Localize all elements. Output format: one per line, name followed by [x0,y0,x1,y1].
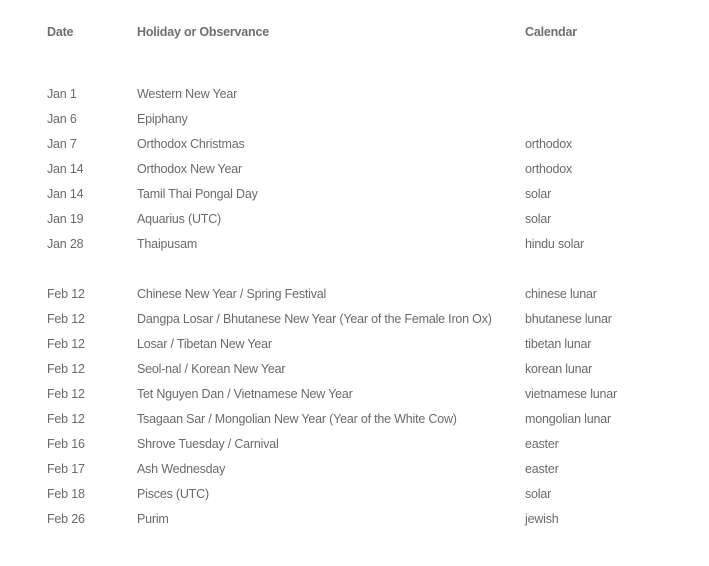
table-row [0,208,709,233]
header-holiday: Holiday or Observance [137,25,269,39]
row-calendar: easter [525,462,559,476]
table-row [0,483,709,508]
row-holiday: Aquarius (UTC) [137,212,222,226]
row-holiday: Thaipusam [137,237,198,251]
table-row [0,133,709,158]
row-holiday: Tamil Thai Pongal Day [137,187,258,201]
row-calendar: solar [525,487,552,501]
row-holiday: Orthodox New Year [137,162,242,176]
table-row [0,333,709,358]
table-row [0,458,709,483]
table-row [0,358,709,383]
row-holiday: Tet Nguyen Dan / Vietnamese New Year [137,387,353,401]
table-row [0,383,709,408]
row-date: Jan 7 [47,137,77,151]
row-calendar: mongolian lunar [525,412,611,426]
row-date: Jan 1 [47,87,77,101]
table-header [0,25,709,43]
row-date: Feb 12 [47,337,85,351]
row-date: Jan 14 [47,187,84,201]
row-holiday: Epiphany [137,112,188,126]
row-holiday: Pisces (UTC) [137,487,209,501]
header-calendar: Calendar [525,25,577,39]
header-date: Date [47,25,74,39]
row-date: Jan 28 [47,237,84,251]
row-holiday: Shrove Tuesday / Carnival [137,437,279,451]
row-holiday: Dangpa Losar / Bhutanese New Year (Year of the Female Iron Ox) [137,312,492,326]
row-date: Feb 12 [47,362,85,376]
row-holiday: Chinese New Year / Spring Festival [137,287,327,301]
row-date: Feb 18 [47,487,85,501]
row-date: Jan 19 [47,212,84,226]
row-calendar: vietnamese lunar [525,387,617,401]
row-calendar: solar [525,212,552,226]
table-row [0,308,709,333]
table-row [0,108,709,133]
row-date: Feb 26 [47,512,85,526]
row-holiday: Seol-nal / Korean New Year [137,362,286,376]
table-row [0,83,709,108]
row-date: Feb 16 [47,437,85,451]
row-date: Feb 12 [47,312,85,326]
table-row [0,283,709,308]
row-calendar: jewish [525,512,559,526]
row-calendar: orthodox [525,137,573,151]
row-calendar: korean lunar [525,362,593,376]
row-date: Feb 12 [47,412,85,426]
row-date: Feb 12 [47,287,85,301]
row-calendar: hindu solar [525,237,584,251]
month-group-february [0,283,709,533]
table-row [0,408,709,433]
row-holiday: Orthodox Christmas [137,137,245,151]
row-holiday: Western New Year [137,87,238,101]
row-calendar: easter [525,437,559,451]
row-holiday: Purim [137,512,169,526]
row-calendar: tibetan lunar [525,337,592,351]
table-row [0,433,709,458]
row-calendar: orthodox [525,162,573,176]
month-group-january [0,83,709,258]
row-date: Feb 12 [47,387,85,401]
row-date: Jan 14 [47,162,84,176]
table-row [0,158,709,183]
row-date: Feb 17 [47,462,85,476]
row-calendar: chinese lunar [525,287,597,301]
table-row [0,233,709,258]
table-row [0,508,709,533]
row-holiday: Ash Wednesday [137,462,226,476]
row-calendar: bhutanese lunar [525,312,612,326]
row-holiday: Tsagaan Sar / Mongolian New Year (Year of the White Cow) [137,412,457,426]
row-holiday: Losar / Tibetan New Year [137,337,272,351]
table-row [0,183,709,208]
row-date: Jan 6 [47,112,77,126]
row-calendar: solar [525,187,552,201]
